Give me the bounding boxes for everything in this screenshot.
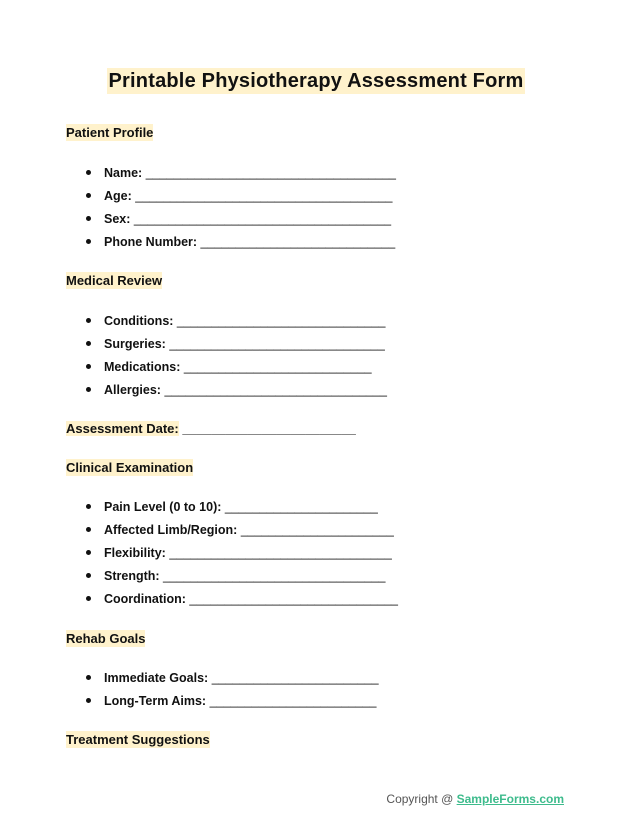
long-term-aims-blank-line[interactable]: ________________________ — [209, 694, 377, 708]
copyright-text: Copyright @ — [386, 792, 457, 806]
surgeries-blank-line[interactable]: _______________________________ — [169, 337, 385, 351]
assessment-date-blank-line[interactable]: ________________________ — [182, 421, 356, 436]
conditions-label: Conditions: — [104, 314, 174, 328]
medications-blank-line[interactable]: ___________________________ — [183, 360, 372, 374]
conditions-blank-line[interactable]: ______________________________ — [176, 314, 386, 328]
page-title — [0, 58, 632, 95]
section-heading-patient-profile: Patient Profile — [66, 125, 154, 140]
section-heading-medical-review: Medical Review — [66, 273, 163, 288]
name-blank-line[interactable]: ____________________________________ — [145, 166, 396, 180]
sex-blank-line[interactable]: _____________________________________ — [133, 212, 392, 226]
name-label: Name: — [104, 166, 143, 180]
affected-limb-blank-line[interactable]: ______________________ — [240, 523, 394, 537]
surgeries-label: Surgeries: — [104, 337, 166, 351]
medications-label: Medications: — [104, 360, 181, 374]
assessment-date — [66, 421, 356, 436]
sex-label: Sex: — [104, 212, 131, 226]
section-heading-clinical-examination: Clinical Examination — [66, 460, 194, 475]
allergies-label: Allergies: — [104, 383, 161, 397]
strength-label: Strength: — [104, 569, 160, 583]
phone-blank-line[interactable]: ____________________________ — [200, 235, 396, 249]
age-label: Age: — [104, 189, 132, 203]
section-heading-treatment-suggestions: Treatment Suggestions — [66, 732, 210, 747]
footer-copyright — [386, 792, 564, 806]
immediate-goals-label: Immediate Goals: — [104, 671, 209, 685]
coordination-label: Coordination: — [104, 592, 186, 606]
page-title-text: Printable Physiotherapy Assessment Form — [108, 70, 524, 92]
coordination-blank-line[interactable]: ______________________________ — [189, 592, 398, 606]
pain-level-label: Pain Level (0 to 10): — [104, 500, 222, 514]
flexibility-blank-line[interactable]: ________________________________ — [169, 546, 392, 560]
flexibility-label: Flexibility: — [104, 546, 166, 560]
assessment-date-label: Assessment Date: — [66, 421, 179, 436]
long-term-aims-label: Long-Term Aims: — [104, 694, 207, 708]
pain-level-blank-line[interactable]: ______________________ — [224, 500, 378, 514]
section-heading-rehab-goals: Rehab Goals — [66, 631, 146, 646]
immediate-goals-blank-line[interactable]: ________________________ — [211, 671, 379, 685]
allergies-blank-line[interactable]: ________________________________ — [164, 383, 387, 397]
affected-limb-label: Affected Limb/Region: — [104, 523, 238, 537]
strength-blank-line[interactable]: ________________________________ — [163, 569, 386, 583]
phone-label: Phone Number: — [104, 235, 198, 249]
age-blank-line[interactable]: _____________________________________ — [135, 189, 393, 203]
brand-link[interactable]: SampleForms.com — [456, 792, 564, 806]
